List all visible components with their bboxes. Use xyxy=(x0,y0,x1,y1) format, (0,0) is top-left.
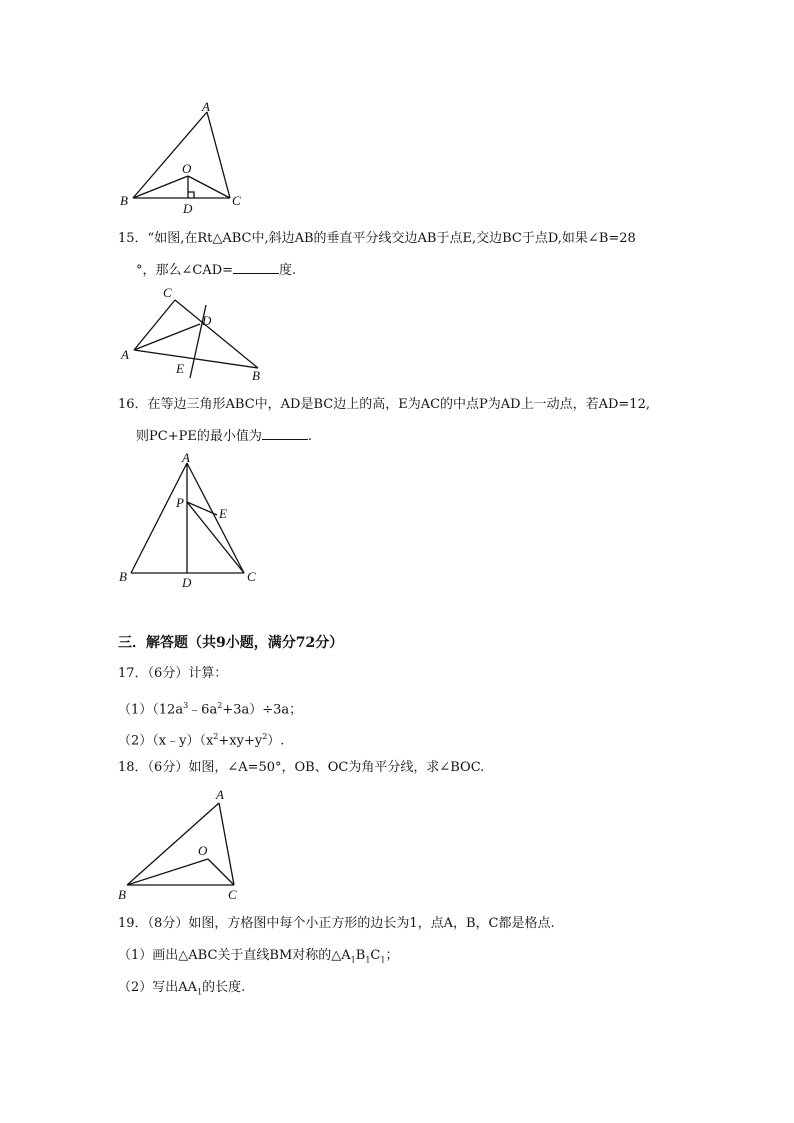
label-d: D xyxy=(182,575,192,590)
exponent: 2 xyxy=(213,732,219,741)
label-a: A xyxy=(216,787,224,802)
q16-line1: 16．在等边三角形ABC中，AD是BC边上的高，E为AC的中点P为AD上一动点，若AD=12, xyxy=(118,397,650,412)
q19-part1-text: （1）画出△ABC关于直线BM对称的△A xyxy=(118,948,351,963)
label-a: A xyxy=(182,450,190,465)
label-b: B xyxy=(119,569,127,584)
q19-part2 xyxy=(118,980,245,1001)
q18-line1: 18．（6分）如图，∠A=50°，OB、OC为角平分线，求∠BOC. xyxy=(118,760,485,775)
q19-line1: 19．（8分）如图，方格图中每个小正方形的边长为1，点A，B，C都是格点. xyxy=(118,916,555,931)
label-o: O xyxy=(182,161,192,176)
subscript: 1 xyxy=(380,955,386,965)
subscript: 1 xyxy=(350,955,356,965)
q17-part2-text: ）. xyxy=(267,733,285,749)
q15-line1: 15．“如图,在Rt△ABC中,斜边AB的垂直平分线交边AB于点E,交边BC于点D,如果∠B=28 xyxy=(118,231,636,246)
label-a: A xyxy=(121,347,129,362)
q17-part1 xyxy=(118,698,302,718)
label-c: C xyxy=(232,193,241,208)
q17-part2-text: （2）（x﹣y）（x xyxy=(118,733,214,749)
figure-right-triangle-perpendicular-bisector xyxy=(115,283,275,386)
answer-blank xyxy=(262,427,308,440)
exponent: 2 xyxy=(217,701,223,710)
section-heading: 三．解答题（共9小题，满分72分） xyxy=(118,635,344,651)
q17-line1: 17．（6分）计算： xyxy=(118,666,228,681)
q19-part2-text: （2）写出AA xyxy=(118,980,198,995)
label-a: A xyxy=(202,100,210,114)
q17-part2 xyxy=(118,729,284,749)
exponent: 2 xyxy=(262,732,268,741)
q15-line2-start: °，那么∠CAD= xyxy=(136,263,234,278)
label-d: D xyxy=(202,313,212,328)
exponent: 3 xyxy=(183,701,189,710)
figure-triangle-abc-o-d xyxy=(115,100,250,220)
q15-line2 xyxy=(136,261,296,279)
figure-equilateral-triangle xyxy=(110,450,270,593)
label-b: B xyxy=(252,368,260,383)
q17-part1-text: （1）（12a xyxy=(118,702,184,718)
label-e: E xyxy=(219,506,227,521)
q19-part1-text: B xyxy=(355,948,366,963)
label-c: C xyxy=(163,285,172,300)
subscript: 1 xyxy=(197,987,203,997)
q16-line2 xyxy=(136,427,312,445)
answer-blank xyxy=(233,261,279,274)
q19-part1 xyxy=(118,948,398,969)
label-e: E xyxy=(176,361,184,376)
label-b: B xyxy=(120,193,128,208)
q15-line2-end: 度. xyxy=(279,263,297,278)
q17-part2-text: +xy+y xyxy=(218,733,263,749)
q17-part1-text: +3a）÷3a； xyxy=(222,702,303,718)
label-c: C xyxy=(228,887,237,902)
figure-angle-bisectors xyxy=(112,787,252,904)
label-b: B xyxy=(118,887,126,902)
q19-part1-text: C xyxy=(370,948,381,963)
q16-line2-end: . xyxy=(307,429,312,444)
label-p: P xyxy=(176,495,184,510)
q16-line2-start: 则PC+PE的最小值为 xyxy=(136,429,262,444)
q19-part2-text: 的长度. xyxy=(202,980,246,995)
label-d: D xyxy=(183,201,193,216)
subscript: 1 xyxy=(365,955,371,965)
label-c: C xyxy=(247,569,256,584)
label-o: O xyxy=(198,843,208,858)
q17-part1-text: ﹣6a xyxy=(188,702,218,718)
q19-part1-text: ； xyxy=(385,948,399,963)
